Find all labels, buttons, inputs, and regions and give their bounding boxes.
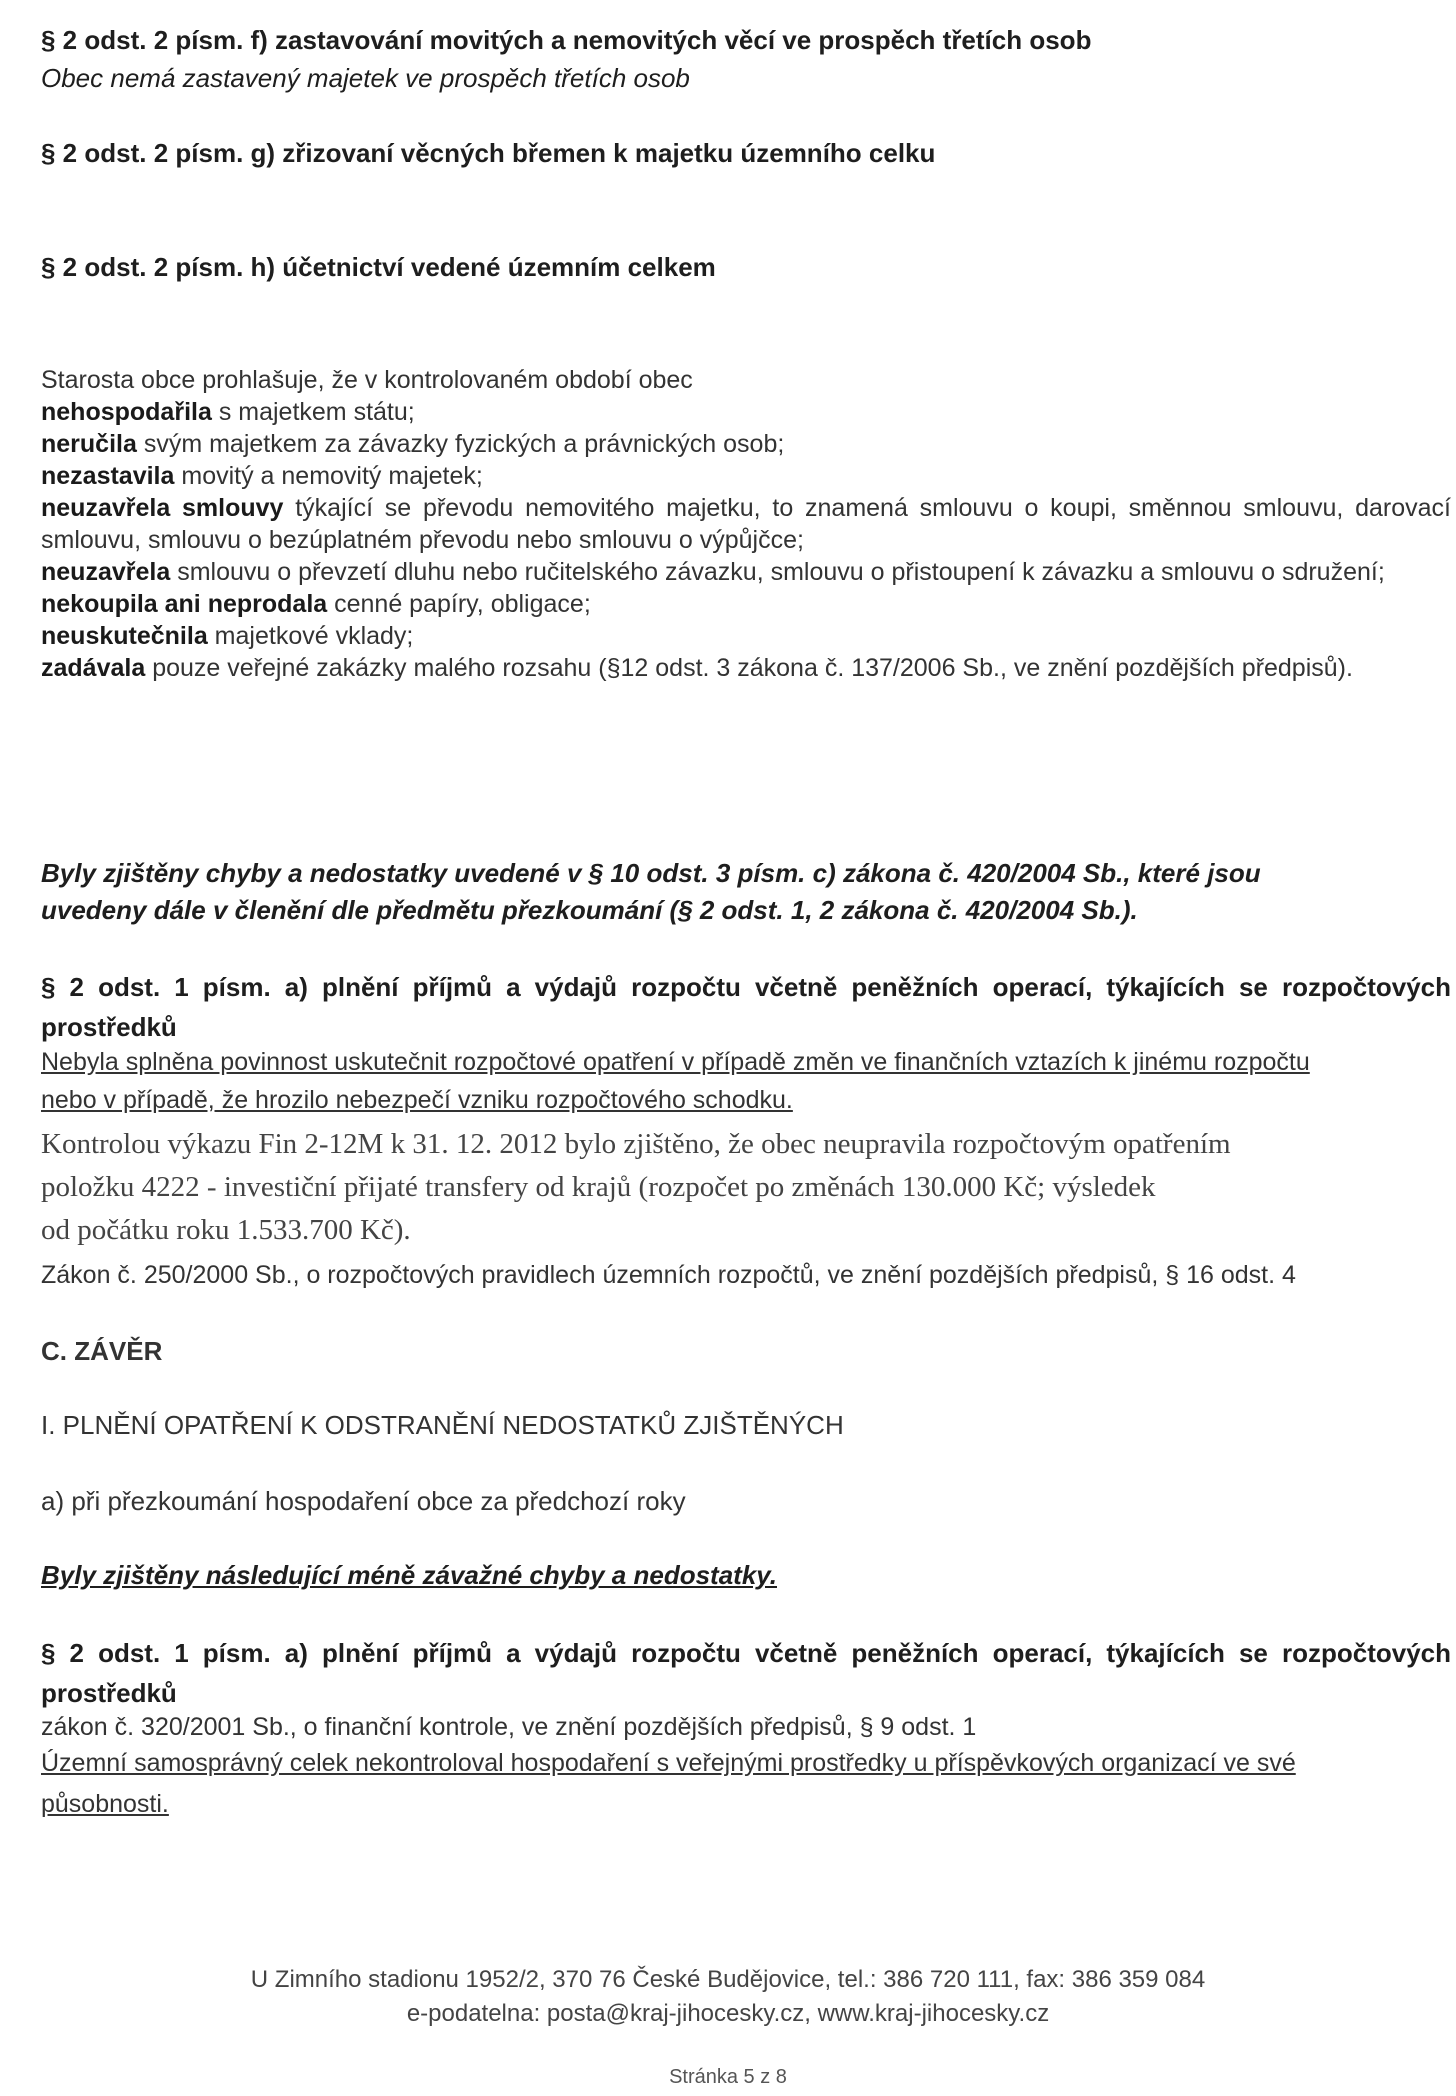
findings-a-underlined-line2: nebo v případě, že hrozilo nebezpečí vzniku rozpočtového schodku. bbox=[41, 1086, 793, 1114]
findings-summary-line1: Byly zjištěny chyby a nedostatky uvedené v § 10 odst. 3 písm. c) zákona č. 420/2004 Sb., které jsou bbox=[41, 858, 1261, 888]
declaration-item: neuzavřela smlouvu o převzetí dluhu nebo ručitelského závazku, smlouvu o přistoupení k závazku a smlouvu o sdružení; bbox=[41, 558, 1385, 586]
declaration-item: zadávala pouze veřejné zakázky malého rozsahu (§12 odst. 3 zákona č. 137/2006 Sb., ve znění pozdějších předpisů). bbox=[41, 654, 1353, 682]
findings-summary-line2: uvedeny dále v členění dle předmětu přezkoumání (§ 2 odst. 1, 2 zákona č. 420/2004 Sb.). bbox=[41, 895, 1138, 925]
footer-contact: e-podatelna: posta@kraj-jihocesky.cz, www.kraj-jihocesky.cz bbox=[406, 2000, 1050, 2027]
section-h-heading: § 2 odst. 2 písm. h) účetnictví vedené územním celkem bbox=[41, 252, 716, 282]
conclusion-title: C. ZÁVĚR bbox=[41, 1336, 163, 1366]
findings-a-detail-line1: Kontrolou výkazu Fin 2-12M k 31. 12. 2012 bylo zjištěno, že obec neupravila rozpočtovým opatřením bbox=[41, 1128, 1231, 1160]
declaration-item: neručila svým majetkem za závazky fyzických a právnických osob; bbox=[41, 430, 785, 458]
declaration-item: nehospodařila s majetkem státu; bbox=[41, 398, 415, 426]
findings-a-detail-line3: od počátku roku 1.533.700 Kč). bbox=[41, 1214, 411, 1246]
section-f-heading: § 2 odst. 2 písm. f) zastavování movitých a nemovitých věcí ve prospěch třetích osob bbox=[41, 25, 1092, 55]
declaration-item: nekoupila ani neprodala cenné papíry, obligace; bbox=[41, 590, 591, 618]
conclusion-a-heading: § 2 odst. 1 písm. a) plnění příjmů a výdajů rozpočtu včetně peněžních operací, týkajících se rozpočtových prostředků bbox=[41, 1638, 1451, 1708]
page-number: Stránka 5 z 8 bbox=[669, 2066, 787, 2088]
conclusion-minor-findings: Byly zjištěny následující méně závažné chyby a nedostatky. bbox=[41, 1560, 777, 1590]
declaration-item: neuzavřela smlouvy týkající se převodu nemovitého majetku, to znamená smlouvu o koupi, směnnou smlouvu, darovací smlouvu, smlouvu o bezúplatném převodu nebo smlouvu o výpůjčce; bbox=[41, 494, 1451, 554]
findings-a-underlined-line1: Nebyla splněna povinnost uskutečnit rozpočtové opatření v případě změn ve finančních vztazích k jinému rozpočtu bbox=[41, 1048, 1310, 1076]
conclusion-part1-title: I. PLNĚNÍ OPATŘENÍ K ODSTRANĚNÍ NEDOSTATKŮ ZJIŠTĚNÝCH bbox=[41, 1410, 844, 1440]
conclusion-law: zákon č. 320/2001 Sb., o finanční kontrole, ve znění pozdějších předpisů, § 9 odst. 1 bbox=[41, 1713, 977, 1741]
findings-a-heading: § 2 odst. 1 písm. a) plnění příjmů a výdajů rozpočtu včetně peněžních operací, týkajících se rozpočtových prostředků bbox=[41, 972, 1451, 1042]
declaration-item: neuskutečnila majetkové vklady; bbox=[41, 622, 414, 650]
findings-a-detail-line2: položku 4222 - investiční přijaté transfery od krajů (rozpočet po změnách 130.000 Kč; výsledek bbox=[41, 1171, 1156, 1203]
declaration-item: nezastavila movitý a nemovitý majetek; bbox=[41, 462, 483, 490]
section-g-heading: § 2 odst. 2 písm. g) zřizovaní věcných břemen k majetku územního celku bbox=[41, 138, 936, 168]
declaration-intro: Starosta obce prohlašuje, že v kontrolovaném období obec bbox=[41, 366, 693, 394]
conclusion-part1-a: a) při přezkoumání hospodaření obce za předchozí roky bbox=[41, 1486, 686, 1516]
findings-a-law: Zákon č. 250/2000 Sb., o rozpočtových pravidlech územních rozpočtů, ve znění pozdějších předpisů, § 16 odst. 4 bbox=[41, 1261, 1296, 1289]
conclusion-underlined-line2: působnosti. bbox=[41, 1790, 169, 1818]
footer-address: U Zimního stadionu 1952/2, 370 76 České Budějovice, tel.: 386 720 111, fax: 386 359 084 bbox=[250, 1966, 1206, 1993]
declaration-block bbox=[41, 364, 1451, 684]
conclusion-underlined-line1: Územní samosprávný celek nekontroloval hospodaření s veřejnými prostředky u příspěvkových organizací ve své bbox=[41, 1749, 1296, 1777]
section-f-note: Obec nemá zastavený majetek ve prospěch třetích osob bbox=[41, 63, 690, 93]
